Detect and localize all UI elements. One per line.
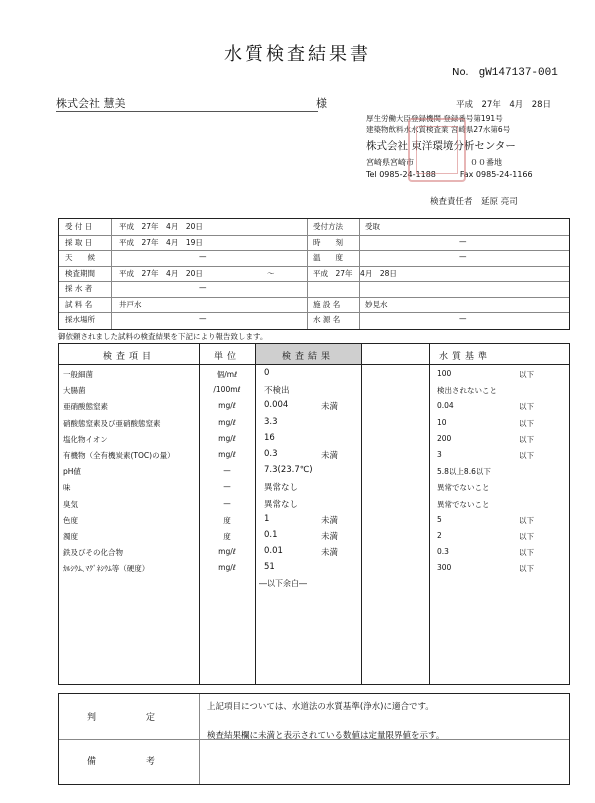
- row-unit: /100mℓ: [213, 385, 241, 395]
- row-unit: mg/ℓ: [218, 547, 236, 557]
- received-label: 受 付 日: [65, 222, 93, 231]
- table-row: [59, 382, 569, 398]
- issue-date: 平成 27年 4月 28日: [456, 100, 552, 110]
- row-standard-suffix: 以下: [519, 564, 534, 574]
- row-standard: 異常でないこと: [437, 483, 490, 493]
- row-item: 有機物（全有機炭素(TOC)の量）: [63, 451, 175, 460]
- sample-info-table: [58, 218, 570, 330]
- client-underline: [56, 111, 318, 112]
- judgment-text: 上記項目については、水道法の水質基準(浄水)に適合です。: [207, 702, 434, 712]
- row-standard: 検出されないこと: [437, 386, 497, 396]
- row-unit: mg/ℓ: [218, 563, 236, 573]
- sampler-value: —: [199, 283, 207, 292]
- weather-value: —: [199, 252, 207, 261]
- registration-line-2: 建築物飲料水水質検査業 宮崎県27水第6号: [366, 125, 511, 134]
- remarks-label: 備考: [87, 757, 206, 767]
- table-row: [59, 366, 569, 382]
- row-unit: mg/ℓ: [218, 417, 236, 427]
- row-result: 3.3: [264, 416, 278, 427]
- sampled-label: 採 取 日: [65, 237, 93, 247]
- row-unit: mg/ℓ: [218, 450, 236, 459]
- company-address: 宮崎県宮崎市 ００番地: [366, 158, 502, 167]
- row-result: 1: [264, 513, 270, 524]
- table-row: [59, 431, 569, 447]
- sampler-label: 採 水 者: [65, 284, 93, 293]
- info-row-weather: [59, 250, 569, 267]
- place-value: —: [199, 314, 207, 323]
- row-standard: 異常でないこと: [437, 499, 490, 509]
- row-item: 塩化物イオン: [63, 434, 108, 444]
- period-separator: 〜: [267, 268, 275, 278]
- row-unit: —: [223, 466, 231, 476]
- row-result: 異常なし: [264, 499, 299, 510]
- row-result: 7.3(23.7℃): [264, 465, 313, 476]
- row-standard: 3: [437, 450, 442, 459]
- doc-no-value: gW147137-001: [478, 67, 558, 79]
- row-item: 一般細菌: [63, 370, 93, 379]
- row-result: 0.3: [264, 449, 278, 459]
- table-row: [59, 447, 569, 463]
- row-unit: 個/mℓ: [216, 370, 238, 379]
- info-row-sampler: [59, 281, 569, 298]
- received-value: 平成 27年 4月 20日: [119, 222, 203, 231]
- judgment-label: 判定: [87, 713, 206, 723]
- row-standard: 100: [437, 369, 452, 378]
- row-item: 硝酸態窒素及び亜硝酸態窒素: [63, 418, 161, 428]
- row-flag: 未満: [321, 402, 339, 413]
- info-row-sample: [59, 297, 569, 314]
- row-standard: 2: [437, 531, 442, 540]
- facility-value: 妙見水: [365, 299, 388, 309]
- row-item: 大腸菌: [63, 386, 86, 396]
- row-standard: 300: [437, 563, 452, 573]
- row-item: 色度: [63, 515, 78, 525]
- place-label: 採水場所: [65, 315, 95, 324]
- table-row: [59, 415, 569, 431]
- table-row: [59, 560, 569, 576]
- header-standard: 水質基準: [438, 352, 491, 362]
- temp-value: —: [459, 252, 467, 261]
- period-label: 検査期間: [65, 268, 95, 278]
- row-item: 濁度: [63, 532, 78, 541]
- row-item: 鉄及びその化合物: [63, 548, 123, 558]
- row-standard: 0.3: [437, 547, 449, 557]
- row-standard-suffix: 以下: [519, 451, 534, 460]
- row-result: 異常なし: [264, 483, 299, 494]
- row-standard: 5: [437, 514, 442, 524]
- row-standard-suffix: 以下: [519, 548, 534, 558]
- row-flag: 未満: [321, 548, 339, 559]
- row-unit: mg/ℓ: [218, 401, 236, 411]
- page-title: 水質検査結果書: [224, 44, 371, 65]
- row-result: 不検出: [264, 386, 290, 397]
- row-unit: —: [223, 498, 231, 508]
- header-item: 検査項目: [102, 352, 155, 362]
- row-result: 0: [264, 368, 270, 378]
- row-unit: 度: [223, 515, 231, 525]
- row-item: 味: [63, 483, 71, 493]
- company-tel-fax: Tel 0985-24-1188 Fax 0985-24-1166: [366, 170, 533, 179]
- row-standard-suffix: 以下: [519, 370, 534, 379]
- table-row: [59, 398, 569, 414]
- row-flag: 未満: [321, 451, 339, 461]
- info-row-received: [59, 219, 569, 236]
- info-row-period: [59, 266, 569, 283]
- document-number: [452, 67, 558, 79]
- company-name: 株式会社 東洋環境分析センター: [366, 140, 516, 152]
- facility-label: 施 設 名: [313, 299, 341, 309]
- results-header: [59, 344, 569, 365]
- period-start: 平成 27年 4月 20日: [119, 268, 203, 278]
- report-note: 御依頼されました試料の検査結果を下記により報告致します。: [58, 332, 268, 341]
- table-row: [59, 496, 569, 512]
- source-value: —: [459, 314, 467, 323]
- row-unit: mg/ℓ: [218, 433, 236, 443]
- time-value: —: [459, 236, 467, 246]
- sample-value: 井戸水: [119, 299, 142, 309]
- temp-label: 温 度: [313, 253, 343, 262]
- row-standard-suffix: 以下: [519, 418, 534, 428]
- sampled-value: 平成 27年 4月 19日: [119, 237, 203, 247]
- honorific: 様: [316, 97, 327, 110]
- row-standard: 0.04: [437, 401, 454, 411]
- method-value: 受取: [365, 222, 380, 231]
- row-standard-suffix: 以下: [519, 402, 534, 412]
- info-row-sampled: [59, 235, 569, 252]
- table-row: [59, 479, 569, 495]
- row-item: 亜硝酸態窒素: [63, 402, 108, 412]
- row-standard: 200: [437, 433, 452, 443]
- client-name: 株式会社 慧美: [56, 97, 126, 110]
- row-item: pH値: [63, 467, 81, 477]
- row-result: 0.004: [264, 400, 289, 411]
- judgment-remarks-box: [58, 693, 570, 785]
- header-result: 検査結果: [281, 352, 334, 362]
- row-result: 0.1: [264, 530, 278, 540]
- row-unit: —: [223, 482, 231, 492]
- row-result: 0.01: [264, 546, 283, 557]
- period-end: 平成 27年 4月 28日: [313, 268, 397, 278]
- row-result: 16: [264, 432, 275, 443]
- table-row: [59, 528, 569, 544]
- table-row: [59, 463, 569, 479]
- row-standard-suffix: 以下: [519, 515, 534, 525]
- row-standard-suffix: 以下: [519, 532, 534, 541]
- sample-label: 試 料 名: [65, 299, 93, 309]
- method-label: 受付方法: [313, 222, 343, 231]
- company-seal-stamp: [408, 118, 466, 182]
- row-item: ｶﾙｼｳﾑ､ﾏｸﾞﾈｼｳﾑ等（硬度）: [63, 564, 150, 574]
- row-standard: 10: [437, 417, 447, 427]
- row-unit: 度: [223, 532, 231, 541]
- remarks-text: 検査結果欄に未満と表示されている数値は定量限界値を示す。: [207, 731, 445, 741]
- registration-line-1: 厚生労働大臣登録機関 登録番号第191号: [366, 114, 503, 123]
- table-row: [59, 512, 569, 528]
- end-mark: ―以下余白―: [259, 578, 307, 588]
- row-standard: 5.8以上8.6以下: [437, 467, 491, 477]
- time-label: 時 刻: [313, 237, 343, 247]
- results-table: [58, 343, 570, 685]
- row-standard-suffix: 以下: [519, 434, 534, 444]
- weather-label: 天 候: [65, 253, 95, 262]
- header-unit: 単位: [213, 352, 240, 362]
- row-item: 臭気: [63, 499, 78, 509]
- table-row: [59, 544, 569, 560]
- row-result: 51: [264, 562, 275, 573]
- source-label: 水 源 名: [313, 315, 341, 324]
- row-flag: 未満: [321, 532, 339, 542]
- row-flag: 未満: [321, 515, 339, 526]
- info-row-place: [59, 312, 569, 328]
- inspector: 検査責任者 延原 亮司: [430, 197, 518, 207]
- doc-no-label: No.: [452, 67, 469, 78]
